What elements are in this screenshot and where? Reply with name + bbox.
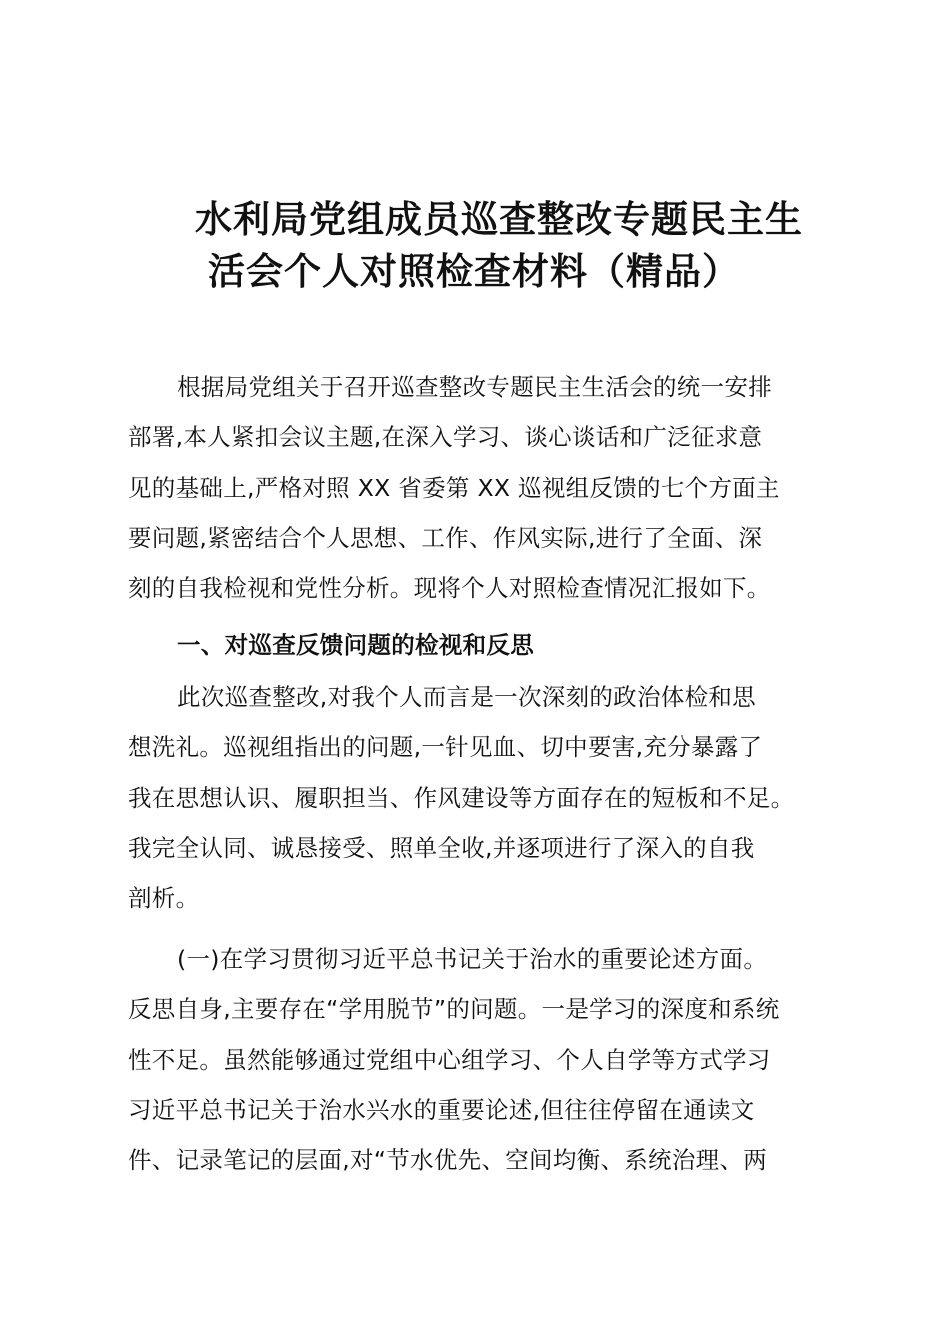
paragraph-line: 部署,本人紧扣会议主题,在深入学习、谈心谈话和广泛征求意 bbox=[128, 423, 763, 452]
paragraph-line: 此次巡查整改,对我个人而言是一次深刻的政治体检和思 bbox=[177, 683, 756, 711]
paragraph-line: 见的基础上,严格对照 XX 省委第 XX 巡视组反馈的七个方面主 bbox=[128, 473, 780, 502]
paragraph-line: 根据局党组关于召开巡查整改专题民主生活会的统一安排 bbox=[177, 373, 772, 401]
paragraph-line: 刻的自我检视和党性分析。现将个人对照检查情况汇报如下。 bbox=[128, 574, 771, 603]
section-heading-text: 一、对巡查反馈问题的检视和反思 bbox=[177, 631, 534, 659]
paragraph-reflection bbox=[128, 672, 828, 923]
paragraph-line: 习近平总书记关于治水兴水的重要论述,但往往停留在通读文 bbox=[128, 1095, 755, 1124]
paragraph-line: 件、记录笔记的层面,对“节水优先、空间均衡、系统治理、两 bbox=[128, 1146, 768, 1175]
document-title-line-1: 水利局党组成员巡查整改专题民主生 bbox=[195, 198, 803, 241]
paragraph-line: 要问题,紧密结合个人思想、工作、作风实际,进行了全面、深 bbox=[128, 523, 763, 552]
paragraph-line: 我在思想认识、履职担当、作风建设等方面存在的短板和不足。 bbox=[128, 783, 795, 812]
paragraph-intro bbox=[128, 362, 828, 613]
paragraph-line: 想洗礼。巡视组指出的问题,一针见血、切中要害,充分暴露了 bbox=[128, 733, 763, 762]
paragraph-line: (一)在学习贯彻习近平总书记关于治水的重要论述方面。 bbox=[177, 945, 768, 973]
section-heading bbox=[128, 620, 828, 670]
paragraph-line: 性不足。虽然能够通过党组中心组学习、个人自学等方式学习 bbox=[128, 1045, 771, 1074]
paragraph-study-section bbox=[128, 934, 828, 1185]
paragraph-line: 反思自身,主要存在“学用脱节”的问题。一是学习的深度和系统 bbox=[128, 995, 780, 1024]
paragraph-line: 剖析。 bbox=[128, 884, 200, 913]
paragraph-line: 我完全认同、诚恳接受、照单全收,并逐项进行了深入的自我 bbox=[128, 833, 755, 862]
document-title-line-2: 活会个人对照检查材料（精品） bbox=[208, 250, 740, 293]
